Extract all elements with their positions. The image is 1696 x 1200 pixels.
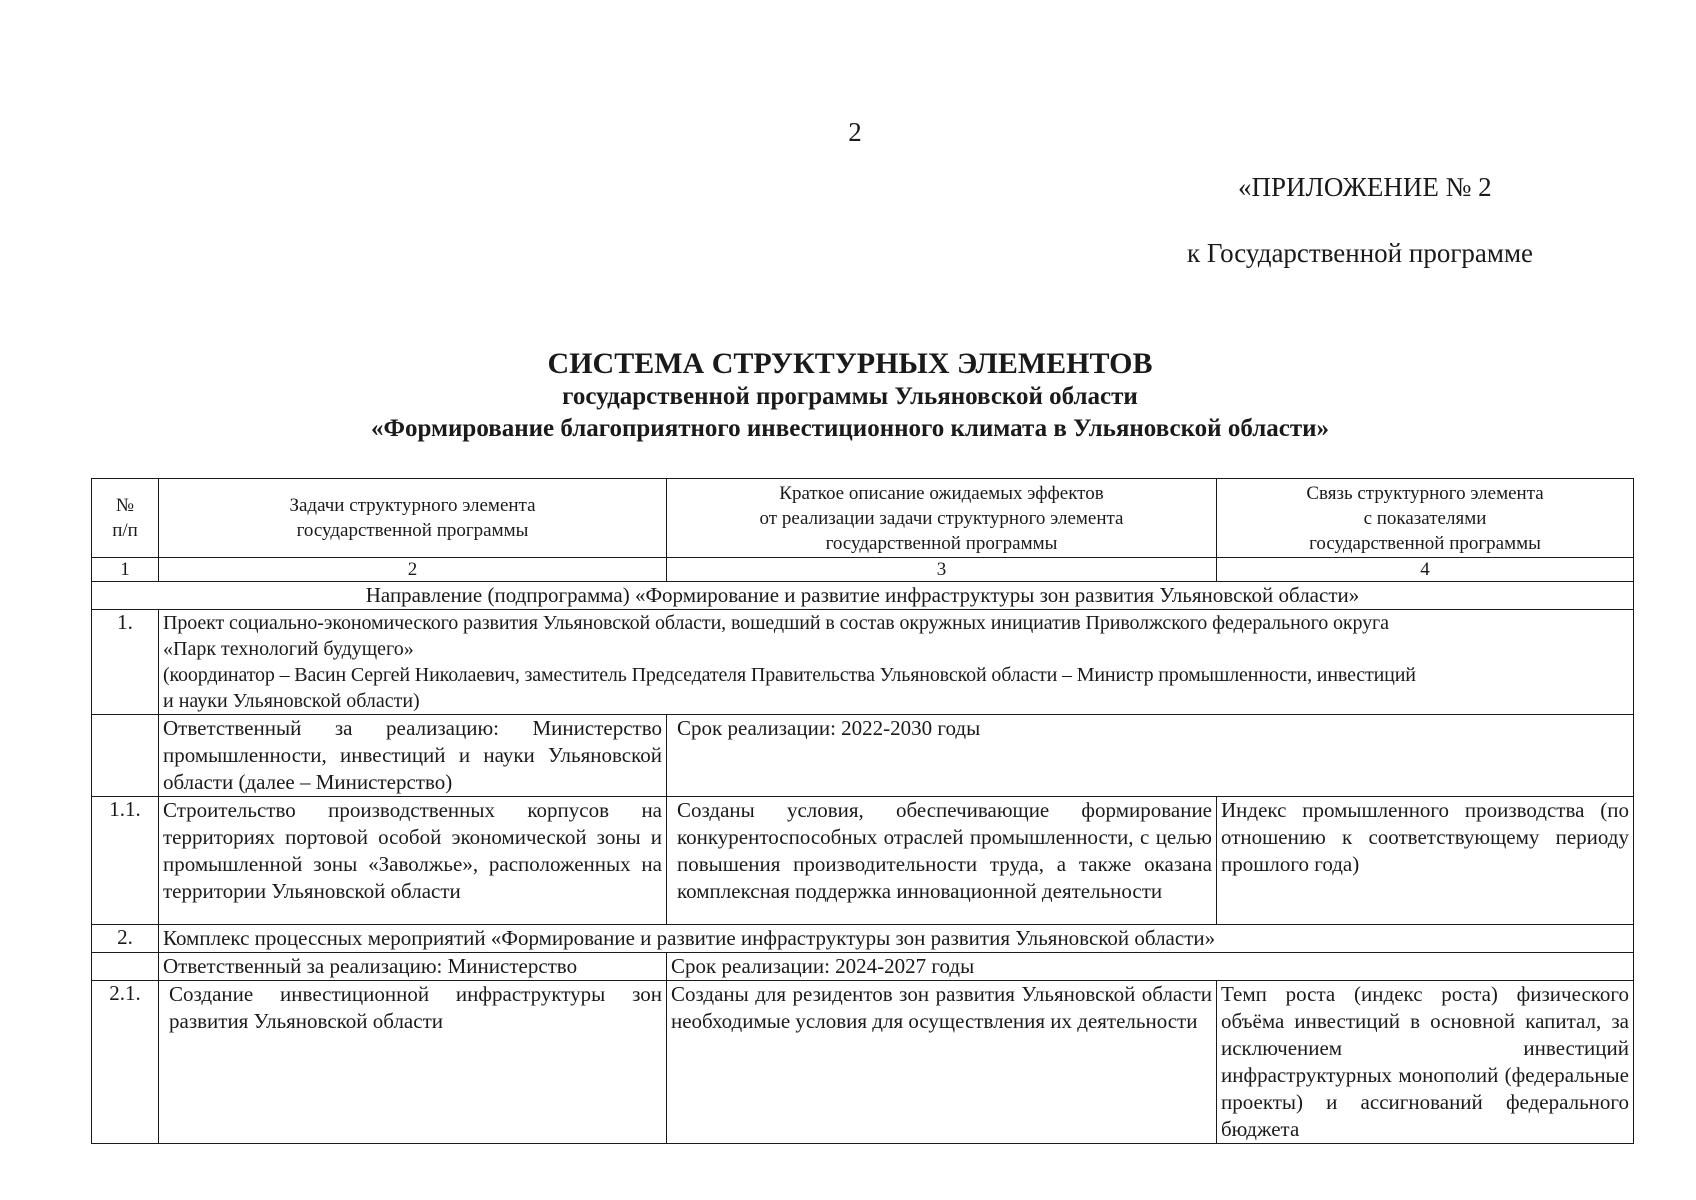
complex-responsible: Ответственный за реализацию: Министерство (159, 953, 667, 981)
task-indicator: Темп роста (индекс роста) физического объёма инвестиций в основной капитал, за исключением инвестиций инфраструктурных монополий (федеральные проекты) и ассигнований федерального бюджета (1217, 981, 1634, 1144)
task-effect: Созданы для резидентов зон развития Ульяновской области необходимые условия для осуществления их деятельности (667, 981, 1217, 1144)
complex-row (92, 925, 1634, 953)
complex-number: 2. (92, 925, 159, 953)
task-description: Строительство производственных корпусов на территориях портовой особой экономической зоны и промышленной зоны «Заволжье», расположенных на территории Ульяновской области (159, 797, 667, 925)
task-indicator: Индекс промышленного производства (по отношению к соответствующему периоду прошлого года) (1217, 797, 1634, 925)
appendix-title: «ПРИЛОЖЕНИЕ № 2 (1238, 172, 1492, 202)
direction-row (92, 582, 1634, 610)
header-tasks: Задачи структурного элемента государственной программы (159, 479, 667, 558)
structural-elements-table (91, 478, 1634, 1144)
header-number: № п/п (92, 479, 159, 558)
complex-term: Срок реализации: 2024-2027 годы (667, 953, 1634, 981)
table-header-row (92, 479, 1634, 558)
heading-line-3: «Формирование благоприятного инвестиционного климата в Ульяновской области» (370, 415, 1330, 442)
task-description: Создание инвестиционной инфраструктуры зон развития Ульяновской области (159, 981, 667, 1144)
project-number: 1. (92, 610, 159, 715)
appendix-subtitle: к Государственной программе (1187, 238, 1534, 268)
task-effect: Созданы условия, обеспечивающие формирование конкурентоспособных отраслей промышленности, с целью повышения производительности труда, а также оказана комплексная поддержка инновационной деятельности (667, 797, 1217, 925)
header-effects: Краткое описание ожидаемых эффектов от реализации задачи структурного элемента государственной программы (667, 479, 1217, 558)
project-responsible: Ответственный за реализацию: Министерство промышленности, инвестиций и науки Ульяновской области (далее – Министерство) (159, 715, 667, 797)
task-row-2-1 (92, 981, 1634, 1144)
complex-responsible-row (92, 953, 1634, 981)
empty-cell (92, 715, 159, 797)
direction-title: Направление (подпрограмма) «Формирование и развитие инфраструктуры зон развития Ульяновской области» (92, 582, 1634, 610)
complex-description: Комплекс процессных мероприятий «Формирование и развитие инфраструктуры зон развития Ульяновской области» (159, 925, 1634, 953)
task-number: 2.1. (92, 981, 159, 1144)
column-number: 4 (1217, 558, 1634, 582)
column-number: 1 (92, 558, 159, 582)
heading-line-1: СИСТЕМА СТРУКТУРНЫХ ЭЛЕМЕНТОВ (547, 347, 1153, 380)
header-indicators: Связь структурного элемента с показателями государственной программы (1217, 479, 1634, 558)
column-number-row (92, 558, 1634, 582)
project-term: Срок реализации: 2022-2030 годы (667, 715, 1634, 797)
project-description: Проект социально-экономического развития Ульяновской области, вошедший в состав окружных инициатив Приволжского федерального округа «Парк технологий будущего» (координатор – Васин Сергей Николаевич, заместитель Председателя Правительства Ульяновской области – Министр промышленности, инвестиций и науки Ульяновской области) (159, 610, 1634, 715)
heading-line-2: государственной программы Ульяновской области (562, 383, 1138, 410)
project-row (92, 610, 1634, 715)
task-row-1-1 (92, 797, 1634, 925)
column-number: 2 (159, 558, 667, 582)
task-number: 1.1. (92, 797, 159, 925)
empty-cell (92, 953, 159, 981)
project-responsible-row (92, 715, 1634, 797)
column-number: 3 (667, 558, 1217, 582)
document-heading (0, 347, 1696, 445)
page-number: 2 (848, 117, 862, 147)
